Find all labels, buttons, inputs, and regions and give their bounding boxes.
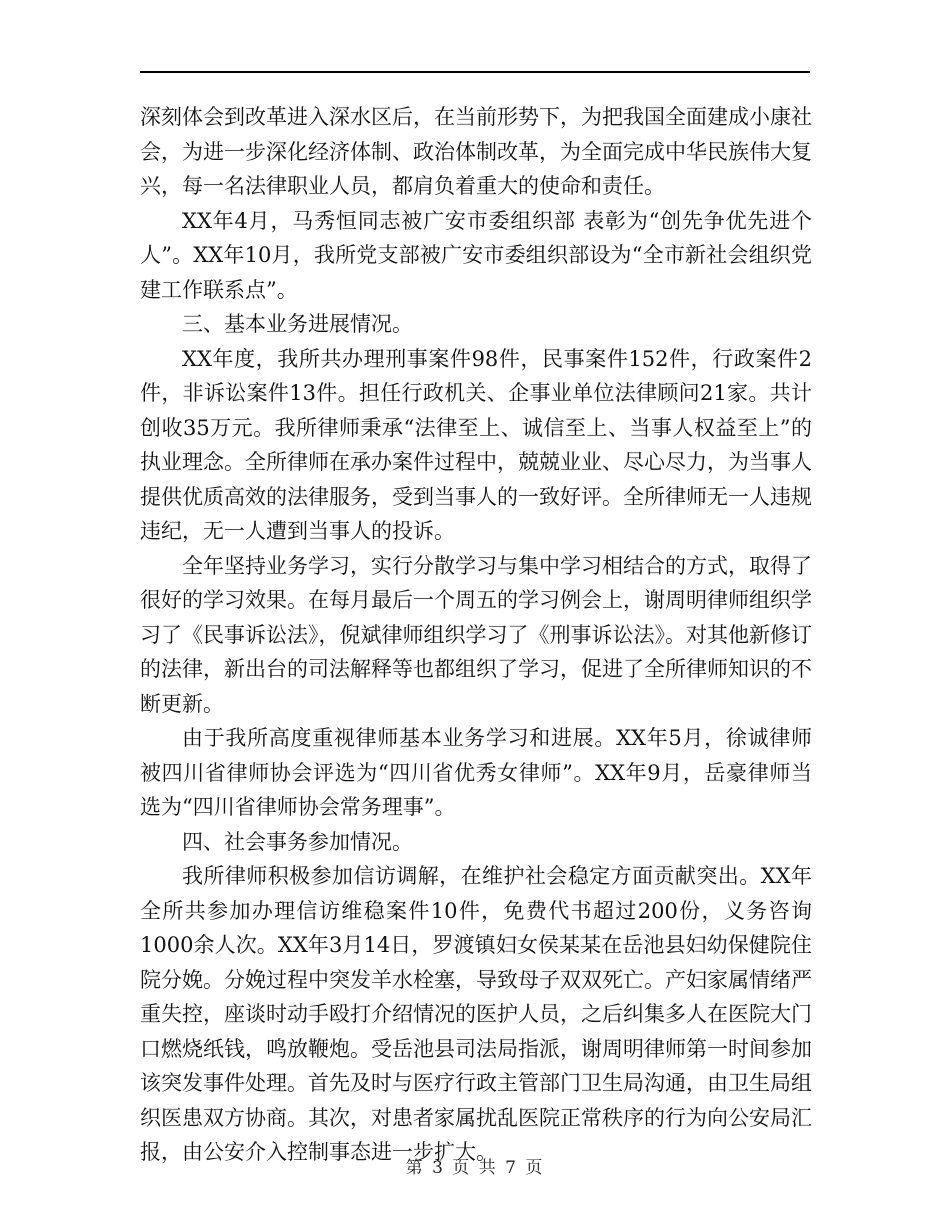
- paragraph: XX年4月，马秀恒同志被广安市委组织部 表彰为“创先争优先进个人”。XX年10月，我所党支部被广安市委组织部设为“全市新社会组织党建工作联系点”。: [140, 208, 812, 302]
- paragraph: XX年度，我所共办理刑事案件98件，民事案件152件，行政案件2件，非诉讼案件13件。担任行政机关、企事业单位法律顾问21家。共计创收35万元。我所律师秉承“法律至上、诚信至上、当事人权益至上”的执业理念。全所律师在承办案件过程中，兢兢业业、尽心尽力，为当事人提供优质高效的法律服务，受到当事人的一致好评。全所律师无一人违规违纪，无一人遭到当事人的投诉。: [140, 346, 812, 543]
- paragraph: 由于我所高度重视律师基本业务学习和进展。XX年5月，徐诚律师被四川省律师协会评选为“四川省优秀女律师”。XX年9月，岳豪律师当选为“四川省律师协会常务理事”。: [140, 726, 812, 819]
- paragraph: 全年坚持业务学习，实行分散学习与集中学习相结合的方式，取得了很好的学习效果。在每月最后一个周五的学习例会上，谢周明律师组织学习了《民事诉讼法》，倪斌律师组织学习了《刑事诉讼法》。对其他新修订的法律，新出台的司法解释等也都组织了学习，促进了全所律师知识的不断更新。: [140, 553, 812, 716]
- header-rule: [140, 71, 810, 73]
- document-body: [140, 100, 812, 1170]
- section-heading: 四、社会事务参加情况。: [182, 829, 413, 854]
- paragraph: 深刻体会到改革进入深水区后，在当前形势下，为把我国全面建成小康社会，为进一步深化经济体制、政治体制改革，为全面完成中华民族伟大复兴，每一名法律职业人员，都肩负着重大的使命和责任。: [140, 105, 812, 198]
- section-heading: 三、基本业务进展情况。: [182, 312, 413, 336]
- paragraph: 我所律师积极参加信访调解，在维护社会稳定方面贡献突出。XX年全所共参加办理信访维稳案件10件，免费代书超过200份，义务咨询1000余人次。XX年3月14日，罗渡镇妇女侯某某在岳池县妇幼保健院住院分娩。分娩过程中突发羊水栓塞，导致母子双双死亡。产妇家属情绪严重失控，座谈时动手殴打介绍情况的医护人员，之后纠集多人在医院大门口燃烧纸钱，鸣放鞭炮。受岳池县司法局指派，谢周明律师第一时间参加该突发事件处理。首先及时与医疗行政主管部门卫生局沟通，由卫生局组织医患双方协商。其次，对患者家属扰乱医院正常秩序的行为向公安局汇报，由公安介入控制事态进一步扩大。: [140, 864, 812, 1164]
- page-number: 第 3 页 共 7 页: [405, 1158, 545, 1178]
